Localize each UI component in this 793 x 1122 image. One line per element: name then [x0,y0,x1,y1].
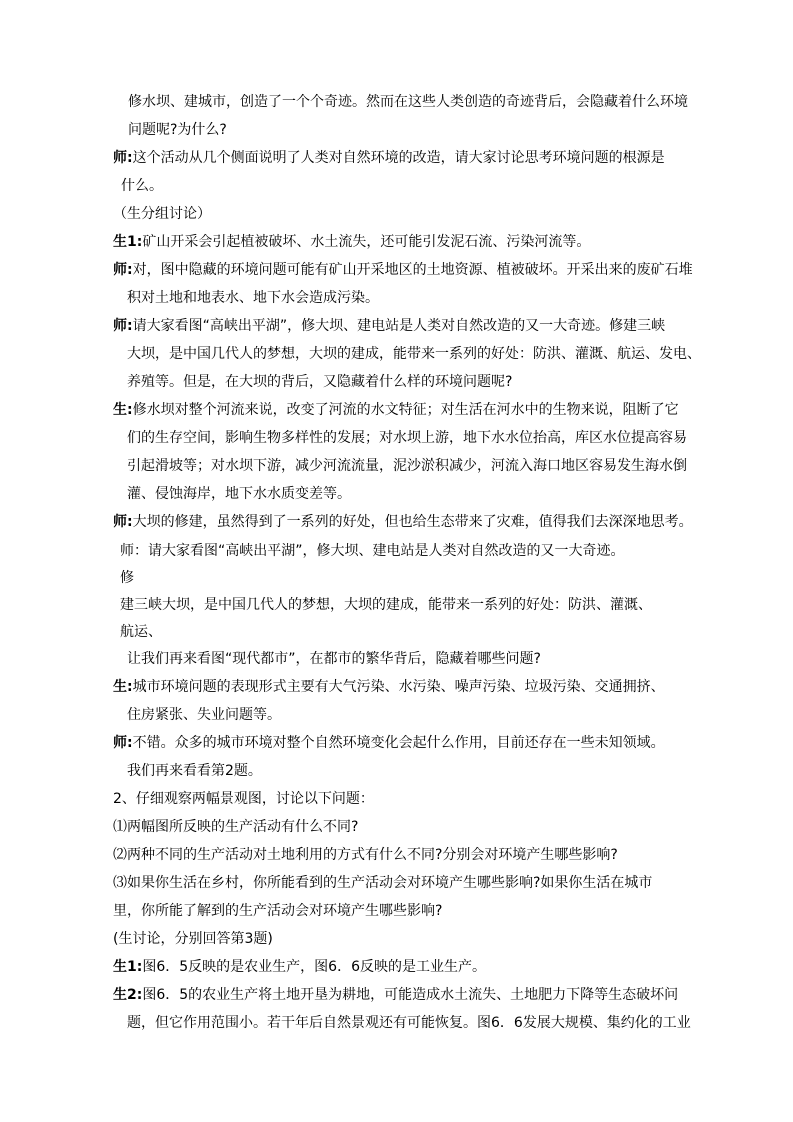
dialogue-line: 师:请大家看图“高峡出平湖”，修大坝、建电站是人类对自然改造的又一大奇迹。修建三峡 [113,318,666,334]
question-item: ⑴两幅图所反映的生产活动有什么不同? [113,819,359,835]
question-item: ⑶如果你生活在乡村，你所能看到的生产活动会对环境产生哪些影响?如果你生活在城市 [113,875,653,891]
dialogue-line: 师:不错。众多的城市环境对整个自然环境变化会起什么作用，目前还存在一些未知领域。 [113,735,665,751]
question-item: ⑵两种不同的生产活动对土地利用的方式有什么不同?分别会对环境产生哪些影响? [113,847,618,863]
dialogue-line: 生1:矿山开采会引起植被破坏、水土流失，还可能引发泥石流、污染河流等。 [113,234,591,250]
text-line: 积对土地和地表水、地下水会造成污染。 [127,290,379,306]
text-line: 修 [120,570,134,586]
text-line: （生分组讨论） [113,206,211,222]
dialogue-line: 师:大坝的修建，虽然得到了一系列的好处，但也给生态带来了灾难，值得我们去深深地思考。 [113,514,693,530]
speaker-label: 生1: [113,959,143,975]
text-line: 我们再来看看第2题。 [127,763,262,779]
speaker-label: 生1: [113,234,143,250]
speaker-label: 生: [113,402,133,418]
text-line: 住房紧张、失业问题等。 [127,707,281,723]
dialogue-line: 生:城市环境问题的表现形式主要有大气污染、水污染、噪声污染、垃圾污染、交通拥挤、 [113,679,665,695]
speaker-label: 师: [113,262,133,278]
dialogue-line: 师:这个活动从几个侧面说明了人类对自然环境的改造，请大家讨论思考环境问题的根源是 [113,150,665,166]
text-line: 师：请大家看图“高峡出平湖”，修大坝、建电站是人类对自然改造的又一大奇迹。 [120,543,625,559]
text-line: 们的生存空间，影响生物多样性的发展；对水坝上游，地下水水位抬高，库区水位提高容易 [127,430,687,446]
dialogue-line: 师:对，图中隐藏的环境问题可能有矿山开采地区的土地资源、植被破坏。开采出来的废矿石堆 [113,262,693,278]
text-line: 建三峡大坝，是中国几代人的梦想，大坝的建成，能带来一系列的好处：防洪、灌溉、 [120,597,652,613]
speaker-label: 生2: [113,987,143,1003]
text-line: 引起滑坡等；对水坝下游，减少河流流量，泥沙淤积减少，河流入海口地区容易发生海水倒 [127,458,687,474]
text-line: 大坝，是中国几代人的梦想，大坝的建成，能带来一系列的好处：防洪、灌溉、航运、发电、 [127,346,701,362]
speaker-label: 师: [113,150,133,166]
text-line: 修水坝、建城市，创造了一个个奇迹。然而在这些人类创造的奇迹背后，会隐藏着什么环境 [128,94,688,110]
text-line: (生讨论，分别回答第3题) [113,931,273,947]
speaker-label: 生: [113,679,133,695]
text-line: 什么。 [121,178,163,194]
text-line: 让我们再来看图“现代都市”，在都市的繁华背后，隐藏着哪些问题? [127,651,541,667]
text-line: 题，但它作用范围小。若干年后自然景观还有可能恢复。图6．6发展大规模、集约化的工业 [127,1015,691,1031]
text-line: 2、仔细观察两幅景观图，讨论以下问题： [113,791,374,807]
text-line: 问题呢?为什么? [128,122,227,138]
dialogue-line: 生1:图6．5反映的是农业生产，图6．6反映的是工业生产。 [113,959,486,975]
dialogue-line: 生:修水坝对整个河流来说，改变了河流的水文特征；对生活在河水中的生物来说，阻断了它 [113,402,679,418]
text-line: 灌、侵蚀海岸，地下水水质变差等。 [127,486,351,502]
text-line: 里，你所能了解到的生产活动会对环境产生哪些影响? [113,903,443,919]
dialogue-line: 生2:图6．5的农业生产将土地开垦为耕地，可能造成水土流失、土地肥力下降等生态破坏问 [113,987,679,1003]
text-line: 航运、 [120,624,162,640]
speaker-label: 师: [113,735,133,751]
text-line: 养殖等。但是，在大坝的背后，又隐藏着什么样的环境问题呢? [127,374,513,390]
speaker-label: 师: [113,318,133,334]
speaker-label: 师: [113,514,133,530]
